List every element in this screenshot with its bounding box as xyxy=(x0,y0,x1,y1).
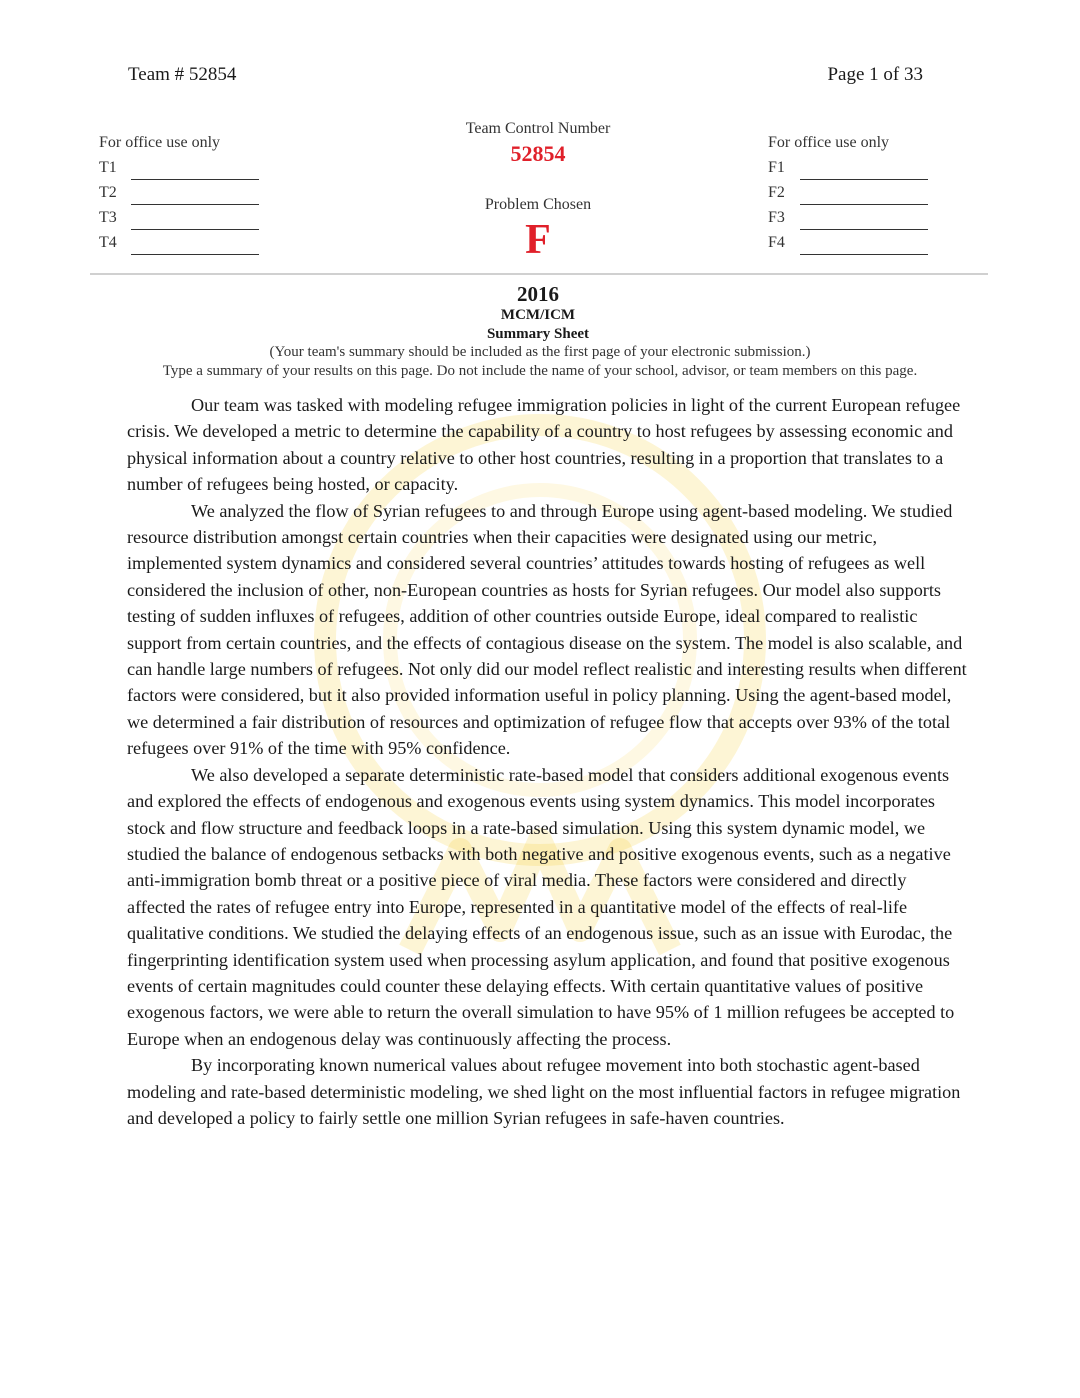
office-field-label: F3 xyxy=(768,209,785,226)
office-field-label: F2 xyxy=(768,184,785,201)
office-field-line xyxy=(131,213,259,230)
office-field-line xyxy=(800,163,928,180)
office-field-line xyxy=(800,188,928,205)
problem-chosen-label: Problem Chosen xyxy=(484,196,592,213)
office-use-caption: For office use only xyxy=(99,134,221,151)
office-use-right xyxy=(768,130,928,255)
contest-name: MCM/ICM xyxy=(500,307,576,323)
office-field-line xyxy=(131,163,259,180)
team-control-number-value: 52854 xyxy=(510,141,566,166)
problem-chosen-value: F xyxy=(525,217,551,263)
summary-sheet-title: Summary Sheet xyxy=(486,326,590,342)
header-divider xyxy=(90,273,988,275)
office-field-row xyxy=(768,205,928,230)
team-number-header: Team # 52854 xyxy=(128,64,237,85)
office-field-row xyxy=(768,180,928,205)
office-field-line xyxy=(131,188,259,205)
office-use-left xyxy=(99,130,259,255)
summary-paragraph: Our team was tasked with modeling refugee immigration policies in light of the current European refugee crisis. We developed a metric to determine the capability of a country to host refugees by assessing economic and physical information about a country relative to other host countries, resulting in a proportion that translates to a number of refugees being hosted, or capacity. xyxy=(127,395,961,495)
summary-paragraph: We analyzed the flow of Syrian refugees to and through Europe using agent-based modeling. We studied resource distribution amongst certain countries when their capacities were designated using our metric, implemented system dynamics and considered several countries’ attitudes towards hosting of refugees as well considered the inclusion of other, non-European countries as hosts for Syrian refugees. Our model also supports testing of sudden influxes of refugees, addition of other countries outside Europe, ideal compared to realistic support from certain countries, and the effects of contagious disease on the system. The model is also scalable, and can handle large numbers of refugees. Not only did our model reflect realistic and interesting results when different factors were considered, but it also provided information useful in policy planning. Using the agent-based model, we determined a fair distribution of resources and optimization of refugee flow that accepts over 93% of the total refugees over 91% of the time with 95% confidence. xyxy=(127,500,967,759)
office-field-row xyxy=(99,230,259,255)
office-field-row xyxy=(768,230,928,255)
office-field-label: F4 xyxy=(768,234,785,251)
office-field-row xyxy=(99,155,259,180)
summary-paragraph: By incorporating known numerical values about refugee movement into both stochastic agent-based modeling and rate-based deterministic modeling, we shed light on the most influential factors in refugee migration and developed a policy to fairly settle one million Syrian refugees in safe-haven countries. xyxy=(127,1055,961,1128)
instruction-note: Type a summary of your results on this page. Do not include the name of your school, advisor, or team members on this page. xyxy=(162,363,918,379)
office-field-line xyxy=(800,238,928,255)
summary-paragraph: We also developed a separate deterministic rate-based model that considers additional exogenous events and explored the effects of endogenous and exogenous events using system dynamics. This model incorporates stock and flow structure and feedback loops in a rate-based simulation. Using this system dynamic model, we studied the balance of endogenous setbacks with both negative and positive exogenous events, such as a negative anti-immigration bomb threat or a positive piece of viral media. These factors were considered and directly affected the rates of refugee entry into Europe, represented in a quantitative model of the effects of real-life qualitative conditions. We studied the delaying effects of an endogenous issue, such as an issue with Eurodac, the fingerprinting identification system used when processing asylum application, and found that positive exogenous events of certain magnitudes could counter these delaying effects. With certain quantitative values of positive exogenous factors, we were able to return the overall simulation to have 95% of 1 million refugees be accepted to Europe when an endogenous delay was continuously affecting the process. xyxy=(127,764,955,1049)
office-field-row xyxy=(768,155,928,180)
office-field-label: T4 xyxy=(99,234,117,251)
team-control-number-label: Team Control Number xyxy=(465,120,611,137)
office-field-label: F1 xyxy=(768,159,785,176)
office-field-line xyxy=(800,213,928,230)
office-field-line xyxy=(131,238,259,255)
office-field-label: T3 xyxy=(99,209,117,226)
office-field-row xyxy=(99,205,259,230)
office-field-row xyxy=(99,180,259,205)
office-field-label: T1 xyxy=(99,159,117,176)
page-number-header: Page 1 of 33 xyxy=(827,64,923,85)
contest-year: 2016 xyxy=(517,282,559,306)
office-use-caption: For office use only xyxy=(768,134,890,151)
submission-note: (Your team's summary should be included as the first page of your electronic submission.) xyxy=(269,344,811,360)
summary-body xyxy=(127,392,967,1131)
office-field-label: T2 xyxy=(99,184,117,201)
